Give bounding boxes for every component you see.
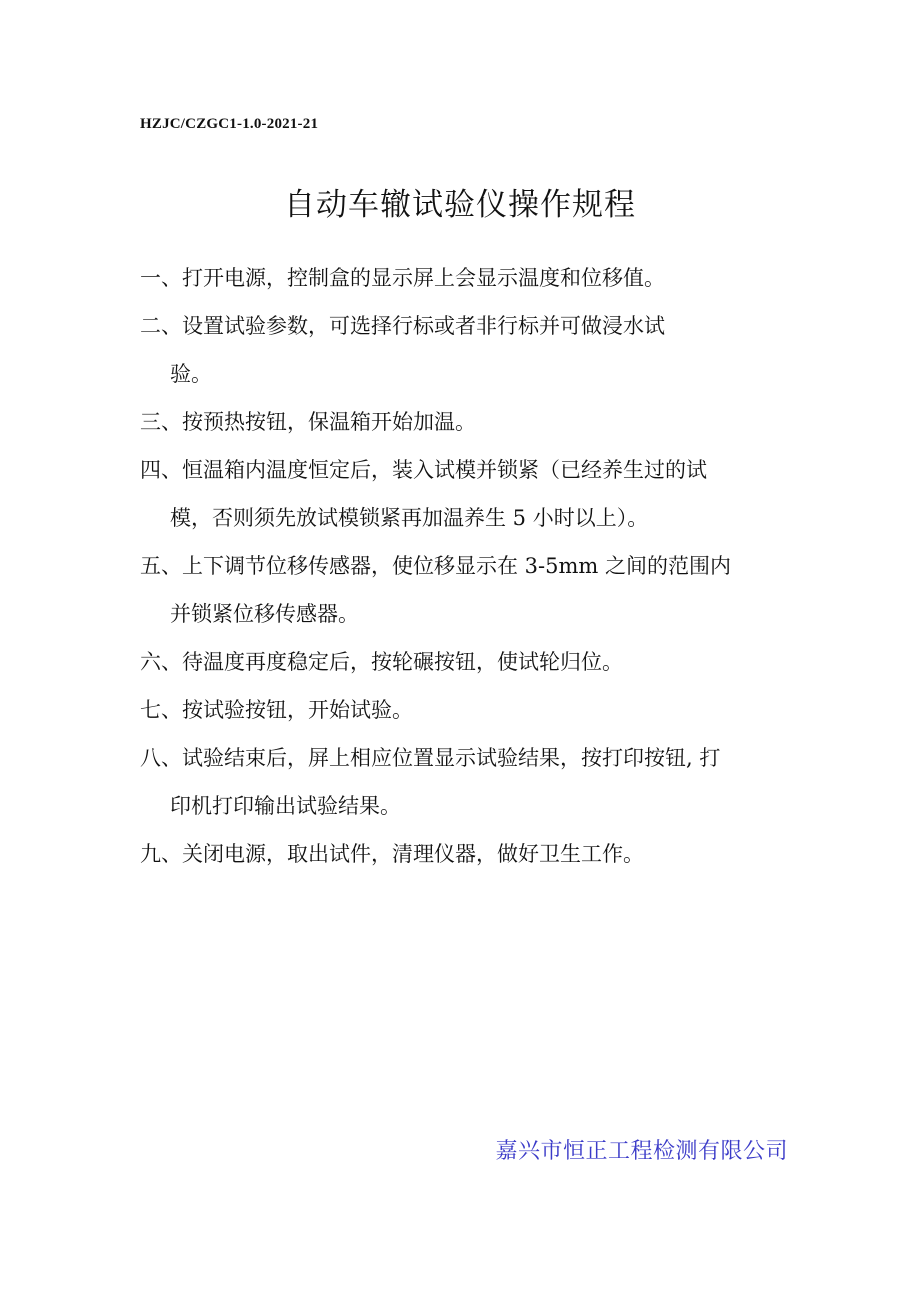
step-3 xyxy=(140,398,790,446)
document-code: HZJC/CZGC1-1.0-2021-21 xyxy=(140,116,319,132)
step-line: 四、恒温箱内温度恒定后，装入试模并锁紧（已经养生过的试 xyxy=(140,458,707,482)
document-title: 自动车辙试验仪操作规程 xyxy=(284,186,636,223)
procedure-steps xyxy=(140,254,790,878)
step-9 xyxy=(140,830,790,878)
step-line: 八、试验结束后，屏上相应位置显示试验结果，按打印按钮, 打 xyxy=(140,746,721,770)
step-line: 九、关闭电源，取出试件，清理仪器，做好卫生工作。 xyxy=(140,842,644,866)
step-line: 五、上下调节位移传感器，使位移显示在 3-5mm 之间的范围内 xyxy=(140,554,731,578)
step-line: 六、待温度再度稳定后，按轮碾按钮，使试轮归位。 xyxy=(140,650,623,674)
step-line: 二、设置试验参数，可选择行标或者非行标并可做浸水试 xyxy=(140,314,665,338)
step-1 xyxy=(140,254,790,302)
step-line: 三、按预热按钮，保温箱开始加温。 xyxy=(140,410,476,434)
step-line-continued: 验。 xyxy=(170,362,212,386)
step-5 xyxy=(140,542,790,638)
step-line: 七、按试验按钮，开始试验。 xyxy=(140,698,413,722)
step-line-continued: 并锁紧位移传感器。 xyxy=(170,602,359,626)
step-line-continued: 印机打印输出试验结果。 xyxy=(170,794,401,818)
step-line: 一、打开电源，控制盒的显示屏上会显示温度和位移值。 xyxy=(140,266,665,290)
step-6 xyxy=(140,638,790,686)
step-4 xyxy=(140,446,790,542)
step-7 xyxy=(140,686,790,734)
step-8 xyxy=(140,734,790,830)
step-2 xyxy=(140,302,790,398)
company-name: 嘉兴市恒正工程检测有限公司 xyxy=(495,1139,788,1164)
step-line-continued: 模，否则须先放试模锁紧再加温养生 5 小时以上）。 xyxy=(170,506,649,530)
